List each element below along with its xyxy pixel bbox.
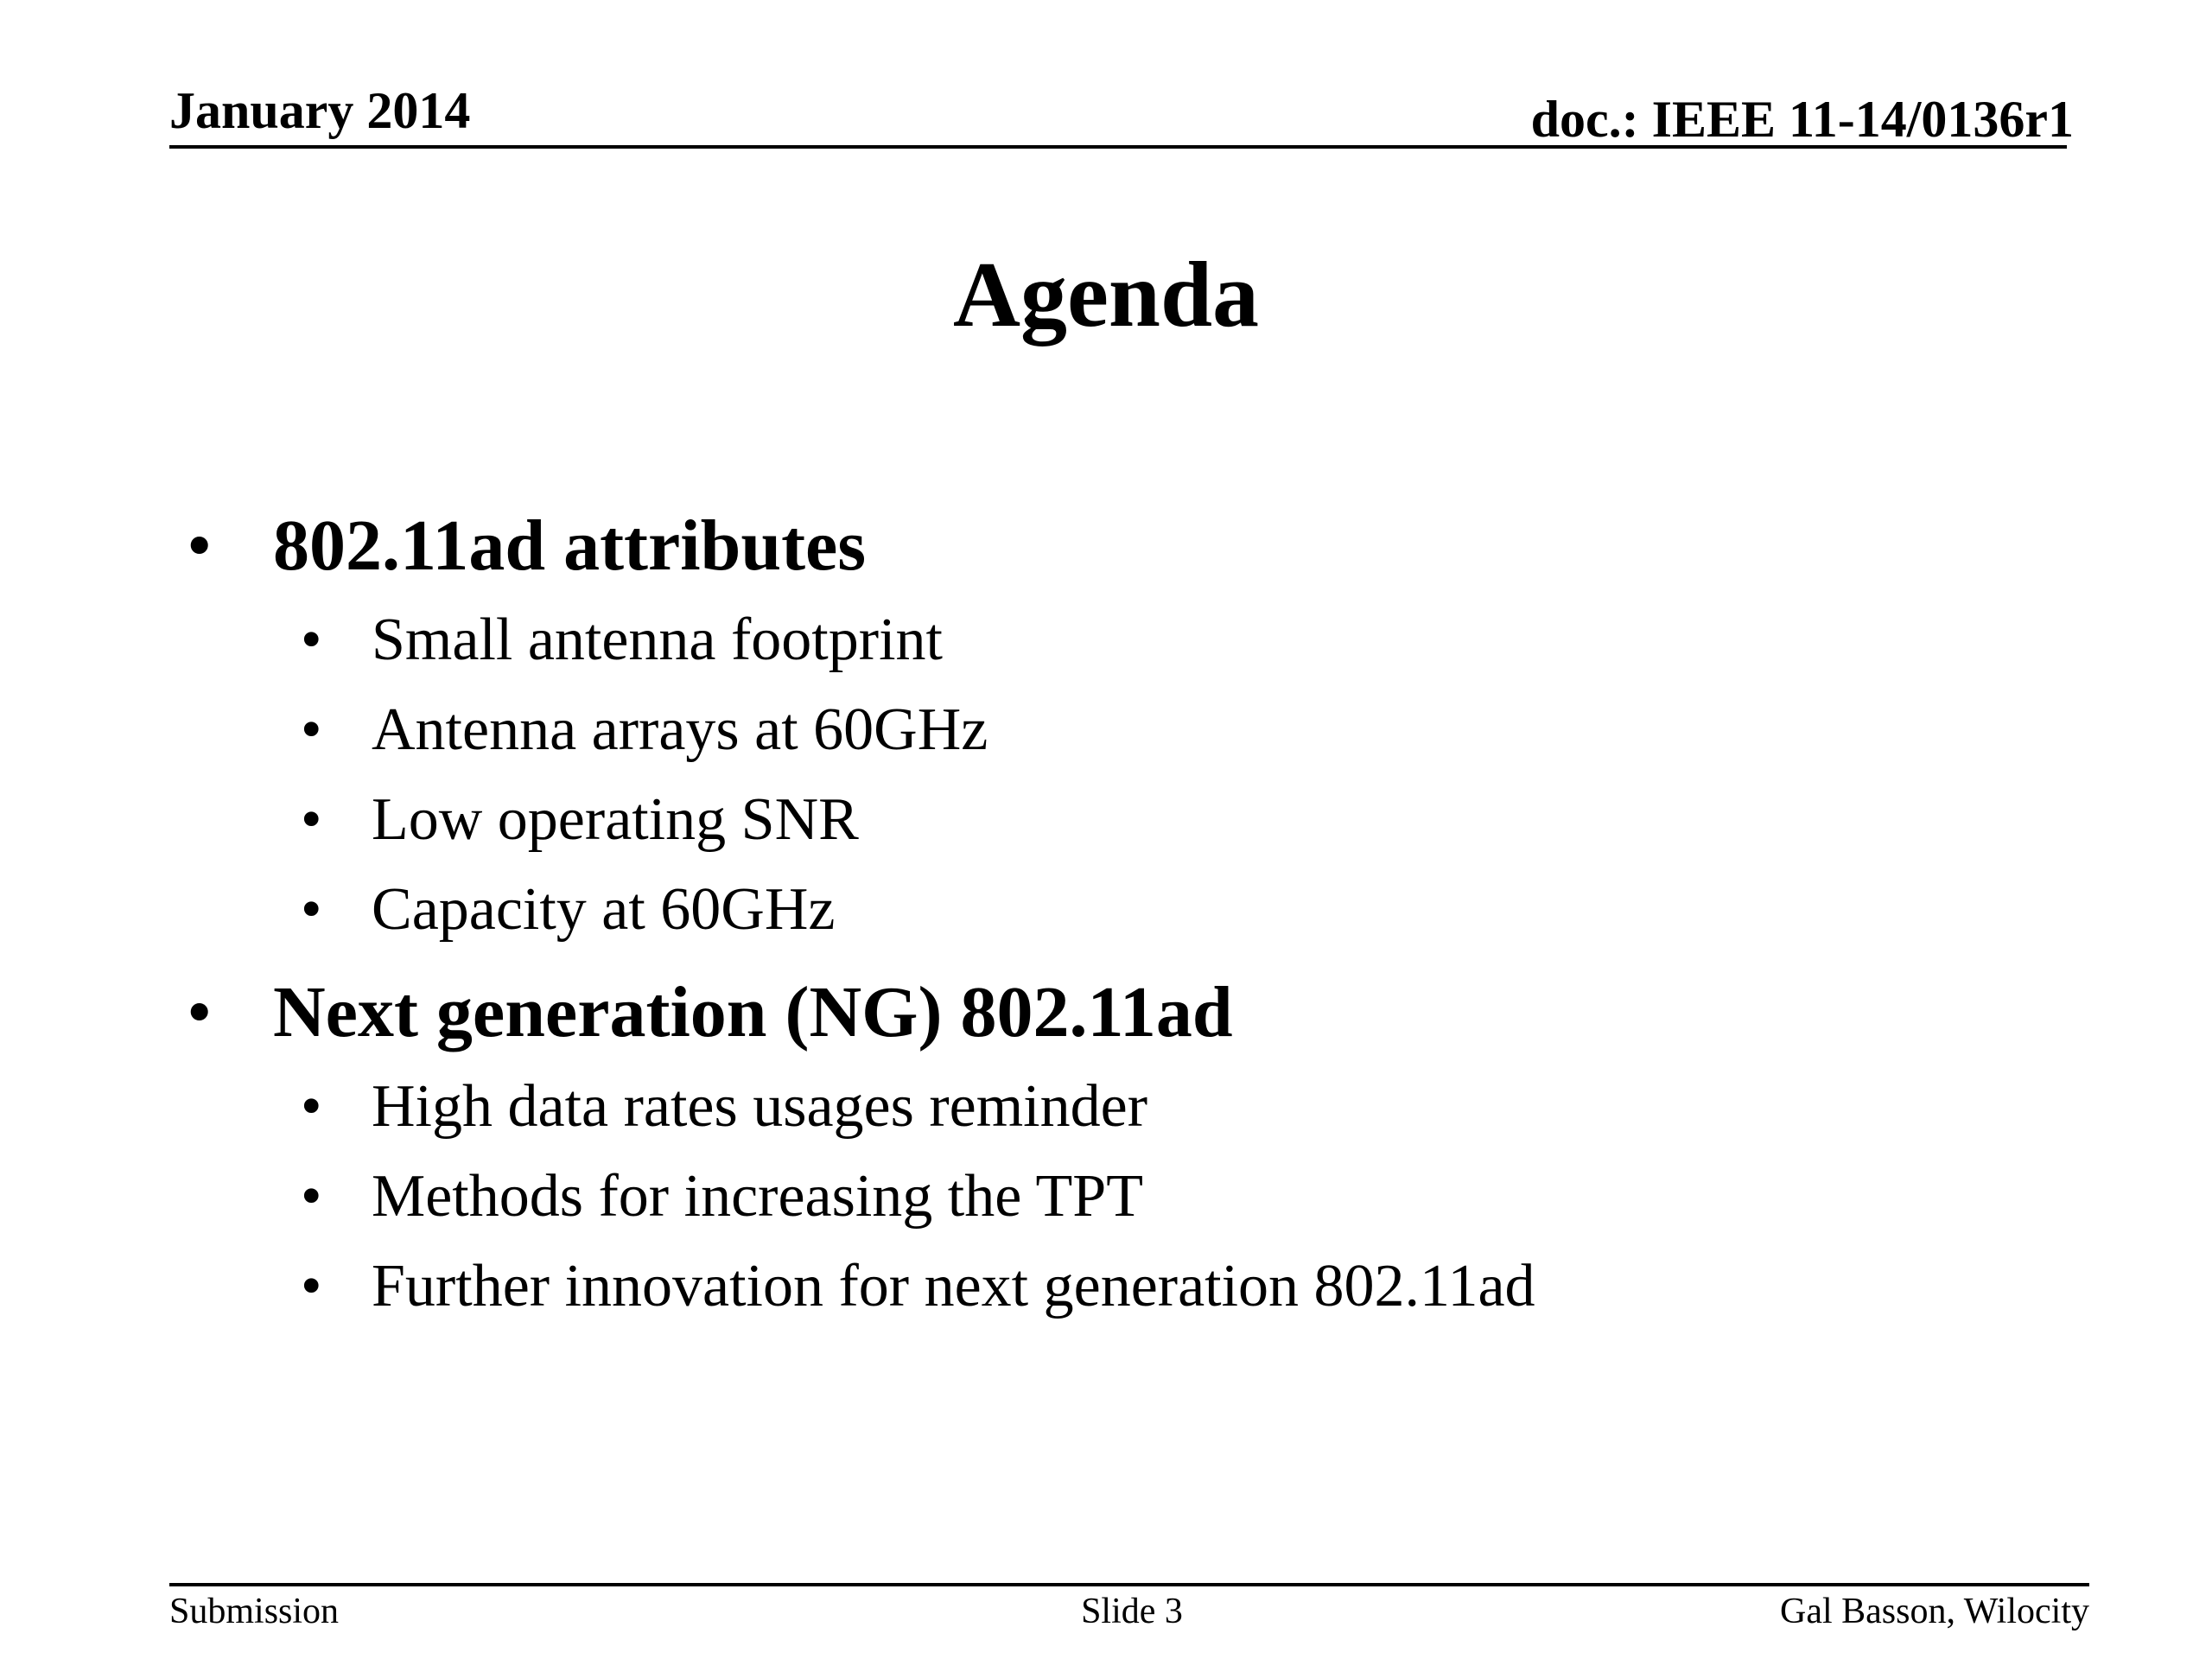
agenda-item-label: 802.11ad attributes xyxy=(273,505,867,586)
bullet-icon: • xyxy=(187,972,213,1052)
agenda-item-label: Next generation (NG) 802.11ad xyxy=(273,972,1233,1052)
footer-author: Gal Basson, Wilocity xyxy=(1779,1592,2089,1631)
agenda-subitem-label: Low operating SNR xyxy=(372,786,859,853)
bullet-icon: • xyxy=(187,505,213,586)
bullet-icon: • xyxy=(301,696,322,763)
header-doc-id: doc.: IEEE 11-14/0136r1 xyxy=(1530,91,2074,148)
bullet-icon: • xyxy=(301,607,322,673)
slide-title: Agenda xyxy=(952,244,1260,346)
footer-divider xyxy=(169,1583,2089,1586)
header-date: January 2014 xyxy=(169,82,471,139)
bullet-icon: • xyxy=(301,1163,322,1230)
bullet-icon: • xyxy=(301,786,322,853)
agenda-subitem-label: High data rates usages reminder xyxy=(372,1073,1148,1140)
bullet-icon: • xyxy=(301,1073,322,1140)
agenda-subitem-label: Further innovation for next generation 802.11ad xyxy=(372,1253,1535,1319)
bullet-icon: • xyxy=(301,876,322,943)
agenda-subitem-label: Capacity at 60GHz xyxy=(372,876,836,943)
agenda-subitem-label: Methods for increasing the TPT xyxy=(372,1163,1143,1230)
agenda-subitem-label: Antenna arrays at 60GHz xyxy=(372,696,988,763)
footer-slide-number: Slide 3 xyxy=(1081,1592,1183,1631)
bullet-icon: • xyxy=(301,1253,322,1319)
agenda-subitem-label: Small antenna footprint xyxy=(372,607,943,673)
footer-submission: Submission xyxy=(169,1592,340,1631)
